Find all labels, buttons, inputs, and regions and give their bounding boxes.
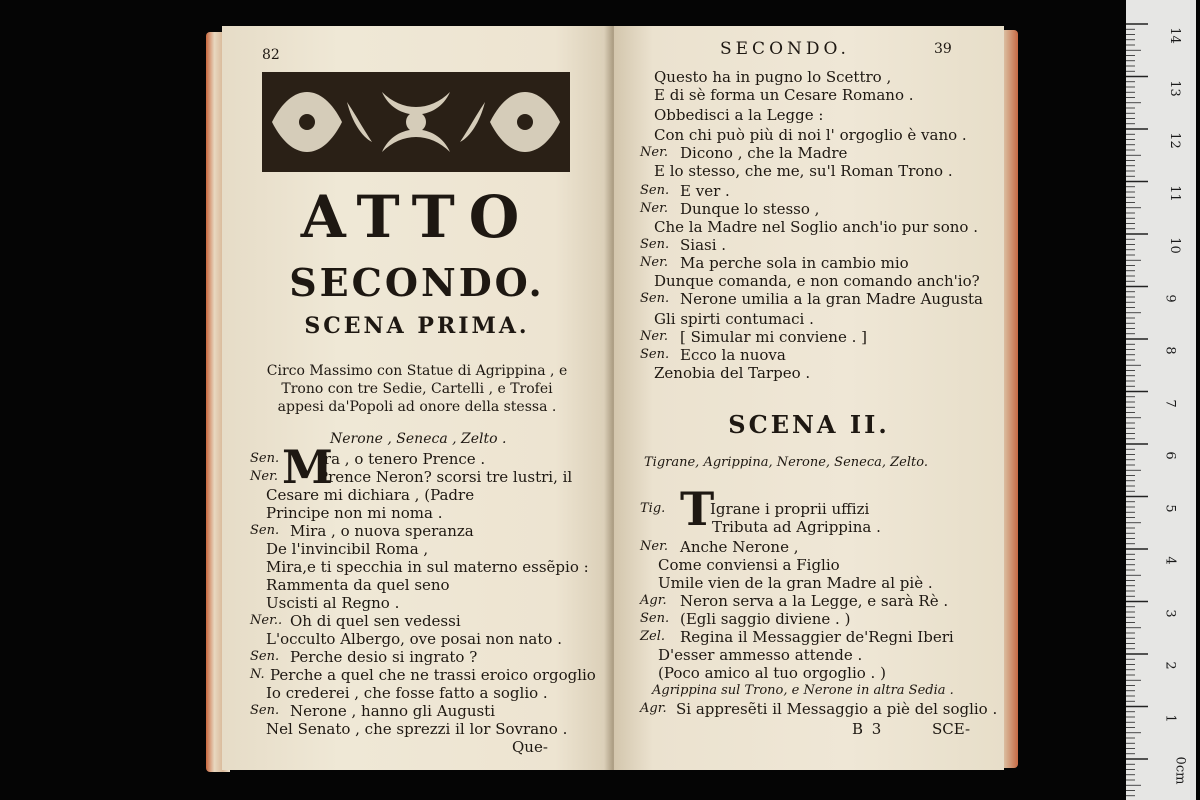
- dialogue-line: (Egli saggio diviene . ): [680, 610, 851, 628]
- ruler-number: 6: [1162, 451, 1178, 460]
- speaker-label: Sen.: [640, 183, 670, 198]
- speaker-label: Ner.: [640, 329, 668, 344]
- dialogue-line: De l'invincibil Roma ,: [266, 540, 429, 558]
- ruler-number: 13: [1166, 79, 1182, 97]
- speaker-label: Sen.: [640, 611, 670, 626]
- ruler-number: 0cm: [1172, 756, 1188, 785]
- dialogue-line: Dunque comanda, e non comando anch'io?: [654, 272, 980, 290]
- catchword-right: SCE-: [932, 720, 971, 738]
- dialogue-line: Anche Nerone ,: [680, 538, 799, 556]
- speaker-label: Ner.: [640, 539, 668, 554]
- dialogue-line: Nerone , hanno gli Augusti: [290, 702, 496, 720]
- ruler-ticks: [1126, 0, 1196, 800]
- dialogue-line: L'occulto Albergo, ove posai non nato .: [266, 630, 562, 648]
- speaker-label: Sen.: [640, 237, 670, 252]
- stage-direction-line: appesi da'Popoli ad onore della stessa .: [277, 399, 557, 415]
- character-list: Tigrane, Agrippina, Nerone, Seneca, Zelto.: [644, 455, 928, 470]
- speaker-label: Zel.: [640, 629, 666, 644]
- ruler-number: 10: [1166, 237, 1182, 254]
- character-list: Nerone , Seneca , Zelto .: [330, 431, 507, 447]
- ruler-number: 7: [1162, 398, 1178, 408]
- speaker-label: Ner.: [640, 201, 668, 216]
- speaker-label: Sen.: [250, 649, 280, 664]
- speaker-label: Ner.: [640, 145, 668, 160]
- ornament-icon: [262, 72, 570, 172]
- dialogue-line: Nel Senato , che sprezzi il lor Sovrano .: [266, 720, 568, 738]
- speaker-label: Agr.: [640, 701, 667, 716]
- dialogue-line: Igrane i proprii uffizi: [710, 500, 870, 518]
- dialogue-line: (Poco amico al tuo orgoglio . ): [658, 664, 886, 682]
- ruler-number: 11: [1166, 184, 1182, 202]
- ruler-number: 9: [1162, 293, 1178, 303]
- speaker-label: Agr.: [640, 593, 667, 608]
- scene-title: SCENA II.: [728, 410, 890, 439]
- dialogue-line: Cesare mi dichiara , (Padre: [266, 486, 475, 504]
- dialogue-line: Con chi può più di noi l' orgoglio è vano .: [654, 126, 967, 144]
- dialogue-line: Regina il Messaggier de'Regni Iberi: [680, 628, 954, 646]
- speaker-label: Sen.: [640, 347, 670, 362]
- ruler-number: 14: [1166, 27, 1182, 44]
- page-number-right: 39: [934, 41, 952, 57]
- dialogue-line: E di sè forma un Cesare Romano .: [654, 86, 914, 104]
- running-head: SECONDO.: [720, 39, 850, 59]
- dialogue-line: Zenobia del Tarpeo .: [654, 364, 811, 382]
- ruler-number: 2: [1162, 661, 1178, 670]
- dialogue-line: Dunque lo stesso ,: [680, 200, 820, 218]
- ruler-number: 3: [1162, 608, 1178, 618]
- speaker-label: Sen.: [250, 523, 280, 538]
- left-page: [222, 26, 614, 770]
- dialogue-line: Rammenta da quel seno: [266, 576, 450, 594]
- dialogue-line: Tributa ad Agrippina .: [712, 518, 881, 536]
- scene-title: SCENA PRIMA.: [304, 313, 530, 339]
- signature-mark: B 3: [852, 720, 884, 738]
- ruler-number: 8: [1162, 346, 1178, 355]
- act-title: ATTO: [300, 183, 534, 251]
- speaker-label: Ner.: [250, 469, 278, 484]
- dialogue-line: Nerone umilia a la gran Madre Augusta: [680, 290, 984, 308]
- ruler-number: 4: [1162, 556, 1178, 565]
- dialogue-line: Neron serva a la Legge, e sarà Rè .: [680, 592, 949, 610]
- dialogue-line: Mira , o nuova speranza: [290, 522, 474, 540]
- dialogue-line: Si appresẽti il Messaggio a piè del soglio .: [676, 700, 998, 718]
- dropcap: T: [680, 482, 715, 536]
- dialogue-line: Perche desio si ingrato ?: [290, 648, 478, 666]
- dialogue-line: Gli spirti contumaci .: [654, 310, 814, 328]
- stage-direction-line: Agrippina sul Trono, e Nerone in altra Sedia .: [652, 683, 954, 698]
- dialogue-line: Ecco la nuova: [680, 346, 786, 364]
- speaker-label: Sen.: [250, 451, 280, 466]
- ruler-number: 5: [1162, 503, 1178, 513]
- dialogue-line: Che la Madre nel Soglio anch'io pur sono .: [654, 218, 978, 236]
- dialogue-line: Principe non mi noma .: [266, 504, 443, 522]
- dialogue-line: E lo stesso, che me, su'l Roman Trono .: [654, 162, 953, 180]
- stage-direction-line: Trono con tre Sedie, Cartelli , e Trofei: [281, 381, 553, 397]
- speaker-label: Ner..: [250, 613, 283, 628]
- act-number: SECONDO.: [289, 260, 545, 305]
- dialogue-line: Prence Neron? scorsi tre lustri, il: [318, 468, 573, 486]
- ruler-number: 12: [1166, 132, 1182, 149]
- dialogue-line: Come conviensi a Figlio: [658, 556, 840, 574]
- page-number-left: 82: [262, 47, 280, 63]
- ruler-number: 1: [1162, 713, 1178, 723]
- dialogue-line: Obbedisci a la Legge :: [654, 106, 824, 124]
- speaker-label: N.: [250, 667, 265, 682]
- dialogue-line: Questo ha in pugno lo Scettro ,: [654, 68, 892, 86]
- dialogue-line: Dicono , che la Madre: [680, 144, 848, 162]
- dialogue-line: Ira , o tenero Prence .: [318, 450, 486, 468]
- dialogue-line: Uscisti al Regno .: [266, 594, 400, 612]
- catchword-left: Que-: [512, 738, 548, 756]
- speaker-label: Tig.: [640, 501, 666, 516]
- speaker-label: Sen.: [640, 291, 670, 306]
- right-page: [614, 26, 1004, 770]
- dialogue-line: D'esser ammesso attende .: [658, 646, 863, 664]
- dialogue-line: Io crederei , che fosse fatto a soglio .: [266, 684, 548, 702]
- dialogue-line: Ma perche sola in cambio mio: [680, 254, 909, 272]
- dialogue-line: Umile vien de la gran Madre al piè .: [658, 574, 933, 592]
- dialogue-line: E ver .: [680, 182, 730, 200]
- dropcap: M: [282, 440, 333, 494]
- dialogue-line: Siasi .: [680, 236, 727, 254]
- measurement-ruler: [1126, 0, 1196, 800]
- stage-direction-line: Circo Massimo con Statue di Agrippina , e: [266, 363, 568, 379]
- speaker-label: Sen.: [250, 703, 280, 718]
- dialogue-line: Oh di quel sen vedessi: [290, 612, 461, 630]
- speaker-label: Ner.: [640, 255, 668, 270]
- dialogue-line: Perche a quel che ne trassi eroico orgoglio: [270, 666, 596, 684]
- dialogue-line: Mira,e ti specchia in sul materno essẽpio :: [266, 558, 589, 576]
- dialogue-line: [ Simular mi conviene . ]: [680, 328, 867, 346]
